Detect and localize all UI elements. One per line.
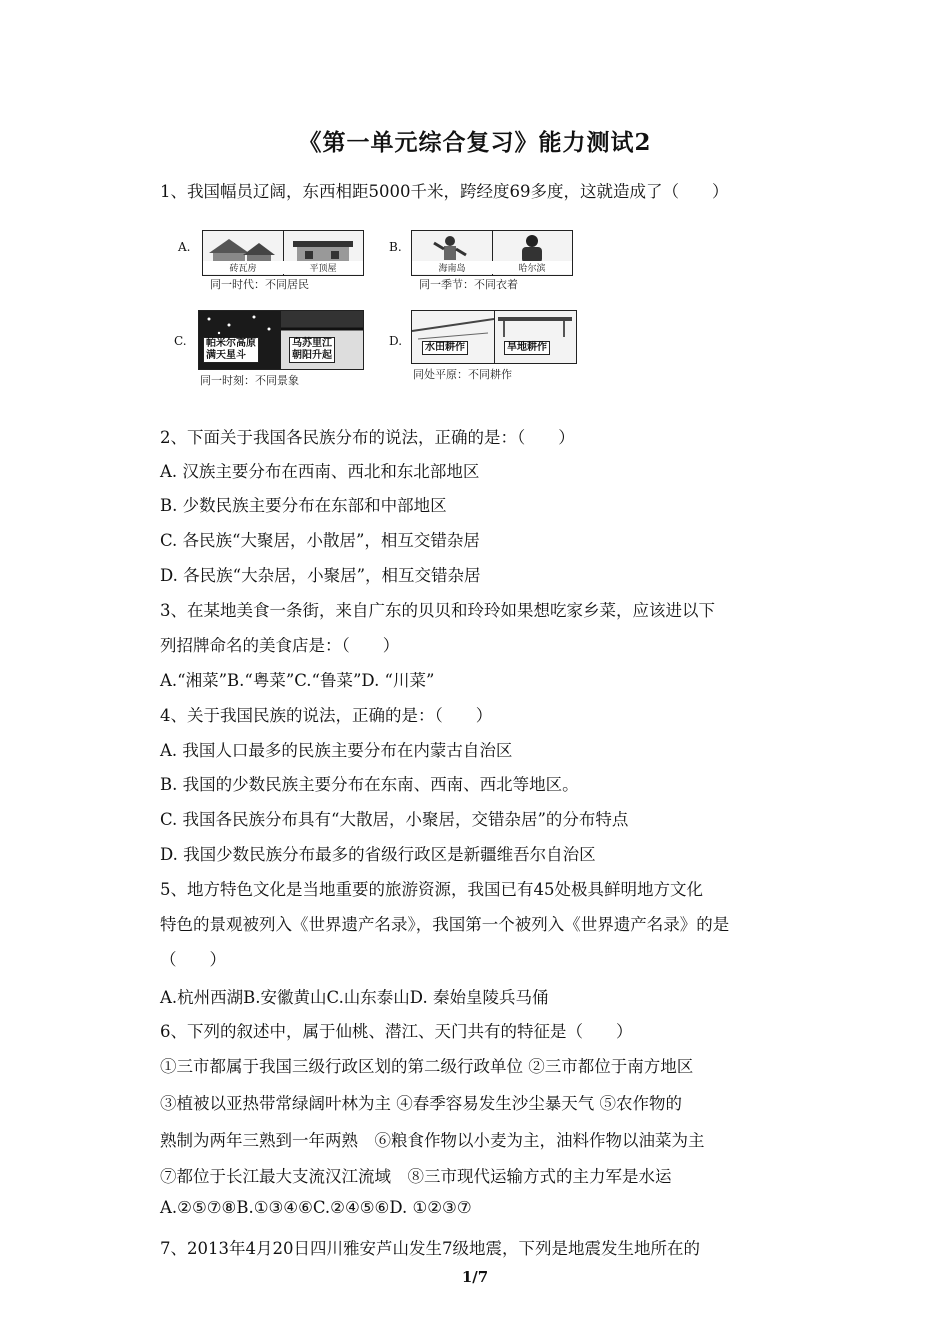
q5-stem-line3: （ ） bbox=[160, 950, 226, 969]
q1-panel-d bbox=[385, 306, 590, 390]
q1-panel-a bbox=[170, 222, 370, 294]
panel-a-left-caption: 砖瓦房 bbox=[203, 261, 283, 274]
panel-d-label: D. bbox=[389, 334, 403, 348]
panel-d-left-image bbox=[412, 311, 495, 363]
q3-options: A.“湘菜”B.“粤菜”C.“鲁菜”D. “川菜” bbox=[160, 671, 435, 690]
q3-stem-line2: 列招牌命名的美食店是：（ ） bbox=[160, 636, 400, 655]
q1-figure bbox=[170, 222, 590, 390]
panel-c-caption: 同一时刻：不同景象 bbox=[200, 374, 299, 387]
q2-option-d: D. 各民族“大杂居，小聚居”，相互交错杂居 bbox=[160, 566, 481, 585]
panel-c-left-image bbox=[199, 311, 282, 369]
q5-stem-line1: 5、地方特色文化是当地重要的旅游资源，我国已有45处极具鲜明地方文化 bbox=[160, 880, 703, 899]
panel-a-right-image bbox=[283, 231, 363, 275]
panel-c-left-caption: 帕米尔高原 满天星斗 bbox=[203, 337, 259, 363]
q6-options: A.②⑤⑦⑧B.①③④⑥C.②④⑤⑥D. ①②③⑦ bbox=[160, 1198, 472, 1217]
panel-a-caption: 同一时代：不同居民 bbox=[210, 278, 309, 291]
panel-b-left-image bbox=[412, 231, 493, 275]
panel-b-image bbox=[411, 230, 573, 276]
paddy-field-icon bbox=[412, 311, 494, 363]
q2-stem: 2、下面关于我国各民族分布的说法，正确的是：（ ） bbox=[160, 428, 575, 447]
panel-c-right-caption: 乌苏里江 朝阳升起 bbox=[289, 337, 335, 363]
panel-a-left-image bbox=[203, 231, 284, 275]
page-title: 《第一单元综合复习》能力测试2 bbox=[298, 129, 652, 156]
q3-stem-line1: 3、在某地美食一条街，来自广东的贝贝和玲玲如果想吃家乡菜，应该进以下 bbox=[160, 601, 715, 620]
q2-option-c: C. 各民族“大聚居，小散居”，相互交错杂居 bbox=[160, 531, 480, 550]
panel-b-right-caption: 哈尔滨 bbox=[492, 261, 572, 274]
q4-option-a: A. 我国人口最多的民族主要分布在内蒙古自治区 bbox=[160, 741, 513, 760]
panel-d-image bbox=[411, 310, 577, 364]
page-number: 1/7 bbox=[461, 1268, 489, 1286]
q4-option-b: B. 我国的少数民族主要分布在东南、西南、西北等地区。 bbox=[160, 775, 579, 794]
q1-panel-c bbox=[170, 306, 370, 390]
q6-items-line1: ①三市都属于我国三级行政区划的第二级行政单位 ②三市都位于南方地区 bbox=[160, 1057, 694, 1076]
panel-d-left-caption: 水田耕作 bbox=[422, 341, 468, 355]
q4-option-d: D. 我国少数民族分布最多的省级行政区是新疆维吾尔自治区 bbox=[160, 845, 596, 864]
q2-option-a: A. 汉族主要分布在西南、西北和东北部地区 bbox=[160, 462, 480, 481]
panel-b-caption: 同一季节：不同衣着 bbox=[419, 278, 518, 291]
dry-field-icon bbox=[494, 311, 576, 363]
panel-d-right-image bbox=[494, 311, 576, 363]
q7-stem: 7、2013年4月20日四川雅安芦山发生7级地震，下列是地震发生地所在的 bbox=[160, 1239, 700, 1258]
panel-b-label: B. bbox=[389, 240, 402, 254]
panel-d-caption: 同处平原：不同耕作 bbox=[413, 368, 512, 381]
panel-d-right-caption: 旱地耕作 bbox=[504, 341, 550, 355]
panel-a-label: A. bbox=[178, 240, 191, 254]
q1-stem: 1、我国幅员辽阔，东西相距5000千米，跨经度69多度，这就造成了（ ） bbox=[160, 182, 729, 201]
panel-a-right-caption: 平顶屋 bbox=[283, 261, 363, 274]
panel-b-left-caption: 海南岛 bbox=[412, 261, 492, 274]
q5-options: A.杭州西湖B.安徽黄山C.山东泰山D. 秦始皇陵兵马俑 bbox=[160, 988, 549, 1007]
q4-stem: 4、关于我国民族的说法，正确的是：（ ） bbox=[160, 706, 493, 725]
panel-a-image bbox=[202, 230, 364, 276]
panel-c-right-image bbox=[281, 311, 363, 369]
q2-option-b: B. 少数民族主要分布在东部和中部地区 bbox=[160, 496, 447, 515]
q5-stem-line2: 特色的景观被列入《世界遗产名录》，我国第一个被列入《世界遗产名录》的是 bbox=[160, 915, 730, 934]
q6-items-line3: 熟制为两年三熟到一年两熟 ⑥粮食作物以小麦为主，油料作物以油菜为主 bbox=[160, 1131, 705, 1150]
panel-b-right-image bbox=[492, 231, 572, 275]
panel-c-label: C. bbox=[174, 334, 187, 348]
q6-items-line2: ③植被以亚热带常绿阔叶林为主 ④春季容易发生沙尘暴天气 ⑤农作物的 bbox=[160, 1094, 682, 1113]
q6-items-line4: ⑦都位于长江最大支流汉江流域 ⑧三市现代运输方式的主力军是水运 bbox=[160, 1167, 672, 1186]
q1-panel-b bbox=[385, 222, 585, 294]
panel-c-image bbox=[198, 310, 364, 370]
q6-stem: 6、下列的叙述中，属于仙桃、潜江、天门共有的特征是（ ） bbox=[160, 1022, 633, 1041]
q4-option-c: C. 我国各民族分布具有“大散居，小聚居，交错杂居”的分布特点 bbox=[160, 810, 629, 829]
